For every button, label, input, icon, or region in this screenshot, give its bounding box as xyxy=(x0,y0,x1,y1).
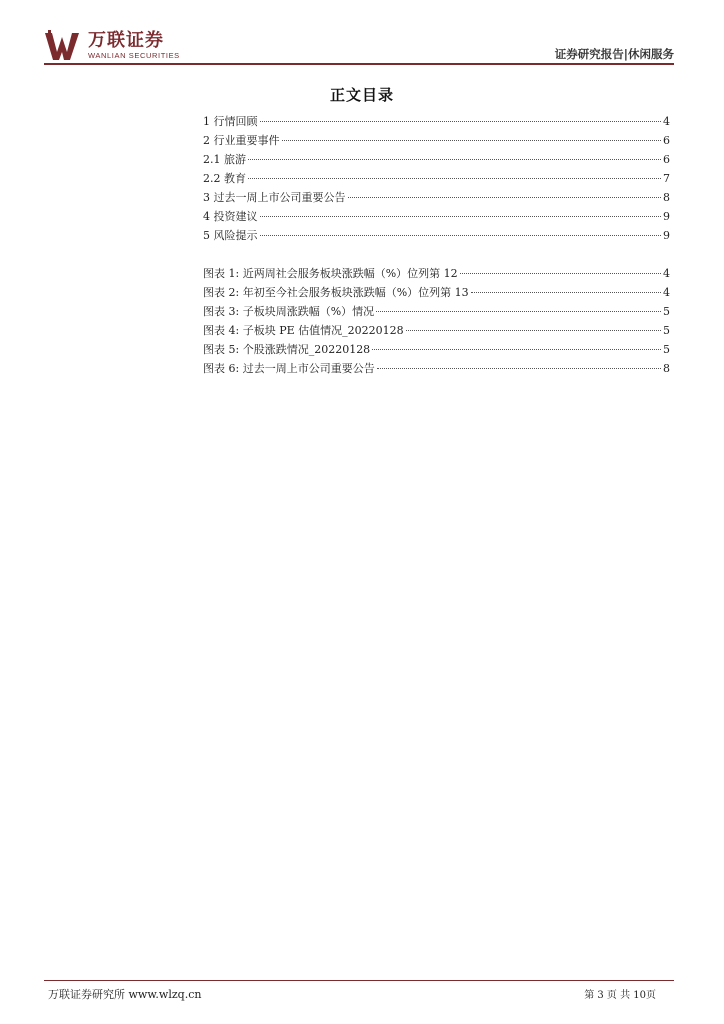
toc-entry[interactable]: 2.2 教育 7 xyxy=(203,172,670,185)
toc-entry[interactable]: 4 投资建议 9 xyxy=(203,210,670,223)
figure-entry[interactable]: 图表 2: 年初至今社会服务板块涨跌幅（%）位列第 13 4 xyxy=(203,286,670,299)
toc-entry[interactable]: 1 行情回顾 4 xyxy=(203,115,670,128)
footer-page-number: 第 3 页 共 10页 xyxy=(584,990,656,1001)
report-type-label: 证券研究报告|休闲服务 xyxy=(554,47,674,61)
toc-entry[interactable]: 3 过去一周上市公司重要公告 8 xyxy=(203,191,670,204)
page-header xyxy=(44,28,674,64)
footer-institute: 万联证券研究所 www.wlzq.cn xyxy=(48,988,202,1001)
company-logo xyxy=(44,30,180,62)
figure-entry[interactable]: 图表 4: 子板块 PE 估值情况_20220128 5 xyxy=(203,324,670,337)
toc-title: 正文目录 xyxy=(329,86,394,104)
figure-entry[interactable]: 图表 6: 过去一周上市公司重要公告 8 xyxy=(203,362,670,375)
figure-entry[interactable]: 图表 5: 个股涨跌情况_20220128 5 xyxy=(203,343,670,356)
toc-entry[interactable]: 2.1 旅游 6 xyxy=(203,153,670,166)
toc-entry[interactable]: 2 行业重要事件 6 xyxy=(203,134,670,147)
footer-divider xyxy=(44,980,674,981)
logo-english-name: WANLIAN SECURITIES xyxy=(88,51,180,60)
wanlian-logo-icon xyxy=(44,30,82,62)
figure-entry[interactable]: 图表 1: 近两周社会服务板块涨跌幅（%）位列第 12 4 xyxy=(203,267,670,280)
figure-entry[interactable]: 图表 3: 子板块周涨跌幅（%）情况 5 xyxy=(203,305,670,318)
toc-sections xyxy=(203,112,670,245)
header-divider xyxy=(44,63,674,65)
toc-figures xyxy=(203,264,670,378)
logo-chinese-name: 万联证券 xyxy=(88,30,164,51)
toc-entry[interactable]: 5 风险提示 9 xyxy=(203,229,670,242)
